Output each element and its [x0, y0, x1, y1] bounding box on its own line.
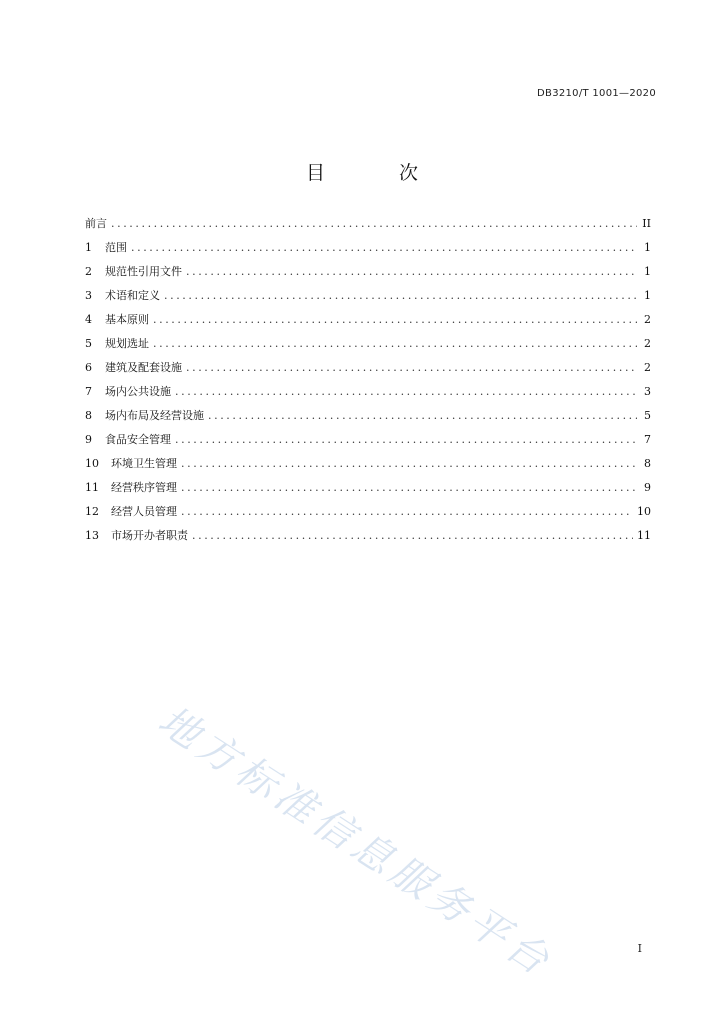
toc-leader-dots — [208, 408, 637, 424]
toc-entry-page: 2 — [644, 361, 651, 374]
toc-entry-page: 7 — [644, 433, 651, 446]
toc-entry-page: 1 — [644, 289, 651, 302]
toc-entry-10[interactable] — [85, 456, 651, 480]
toc-leader-dots — [181, 456, 637, 472]
toc-entry-11[interactable] — [85, 480, 651, 504]
toc-leader-dots — [164, 288, 637, 304]
toc-entry-1[interactable] — [85, 240, 651, 264]
toc-entry-label: 建筑及配套设施 — [105, 361, 182, 374]
toc-leader-dots — [153, 336, 637, 352]
toc-leader-dots — [175, 432, 637, 448]
toc-entry-number: 1 — [85, 241, 92, 254]
toc-entry-label: 规范性引用文件 — [105, 265, 182, 278]
toc-entry-number: 12 — [85, 505, 99, 518]
page-number: I — [637, 942, 642, 955]
toc-entry-number: 13 — [85, 529, 99, 542]
watermark: 地方标准信息服务平台 — [150, 697, 561, 987]
toc-leader-dots — [131, 240, 637, 256]
toc-entry-page: 1 — [644, 265, 651, 278]
toc-entry-number: 2 — [85, 265, 92, 278]
toc-entry-number: 7 — [85, 385, 92, 398]
toc-entry-13[interactable] — [85, 528, 651, 552]
toc-entry-page: 1 — [644, 241, 651, 254]
toc-entry-label: 前言 — [85, 217, 107, 230]
toc-leader-dots — [181, 504, 633, 520]
toc-entry-number: 11 — [85, 481, 99, 494]
toc-entry-5[interactable] — [85, 336, 651, 360]
toc-entry-page: 10 — [637, 505, 651, 518]
toc-entry-9[interactable] — [85, 432, 651, 456]
toc-leader-dots — [186, 264, 637, 280]
table-of-contents — [85, 216, 651, 552]
toc-leader-dots — [192, 528, 633, 544]
toc-entry-number: 6 — [85, 361, 92, 374]
toc-entry-number: 4 — [85, 313, 92, 326]
toc-entry-label: 场内公共设施 — [105, 385, 171, 398]
toc-entry-7[interactable] — [85, 384, 651, 408]
document-code: DB3210/T 1001—2020 — [537, 88, 656, 99]
toc-entry-8[interactable] — [85, 408, 651, 432]
toc-entry-label: 经营人员管理 — [111, 505, 177, 518]
toc-entry-number: 9 — [85, 433, 92, 446]
toc-entry-label: 市场开办者职责 — [111, 529, 188, 542]
toc-entry-6[interactable] — [85, 360, 651, 384]
toc-entry-label: 基本原则 — [105, 313, 149, 326]
toc-entry-label: 经营秩序管理 — [111, 481, 177, 494]
toc-leader-dots — [175, 384, 637, 400]
toc-entry-page: 2 — [644, 313, 651, 326]
toc-entry-page: II — [642, 217, 651, 230]
toc-entry-2[interactable] — [85, 264, 651, 288]
toc-leader-dots — [111, 216, 637, 232]
toc-entry-number: 3 — [85, 289, 92, 302]
toc-entry-label: 环境卫生管理 — [111, 457, 177, 470]
toc-entry-page: 3 — [644, 385, 651, 398]
toc-leader-dots — [181, 480, 637, 496]
toc-title: 目 次 — [305, 162, 453, 184]
toc-leader-dots — [186, 360, 637, 376]
toc-entry-label: 术语和定义 — [105, 289, 160, 302]
toc-entry-number: 10 — [85, 457, 99, 470]
toc-entry-page: 8 — [644, 457, 651, 470]
toc-entry-label: 场内布局及经营设施 — [105, 409, 204, 422]
toc-entry-label: 范围 — [105, 241, 127, 254]
toc-entry-3[interactable] — [85, 288, 651, 312]
toc-entry-page: 2 — [644, 337, 651, 350]
toc-entry-label: 食品安全管理 — [105, 433, 171, 446]
toc-entry-foreword[interactable] — [85, 216, 651, 240]
toc-entry-4[interactable] — [85, 312, 651, 336]
toc-entry-number: 5 — [85, 337, 92, 350]
toc-entry-page: 9 — [644, 481, 651, 494]
toc-entry-number: 8 — [85, 409, 92, 422]
toc-entry-12[interactable] — [85, 504, 651, 528]
toc-entry-page: 11 — [637, 529, 651, 542]
toc-entry-page: 5 — [644, 409, 651, 422]
toc-entry-label: 规划选址 — [105, 337, 149, 350]
toc-leader-dots — [153, 312, 637, 328]
